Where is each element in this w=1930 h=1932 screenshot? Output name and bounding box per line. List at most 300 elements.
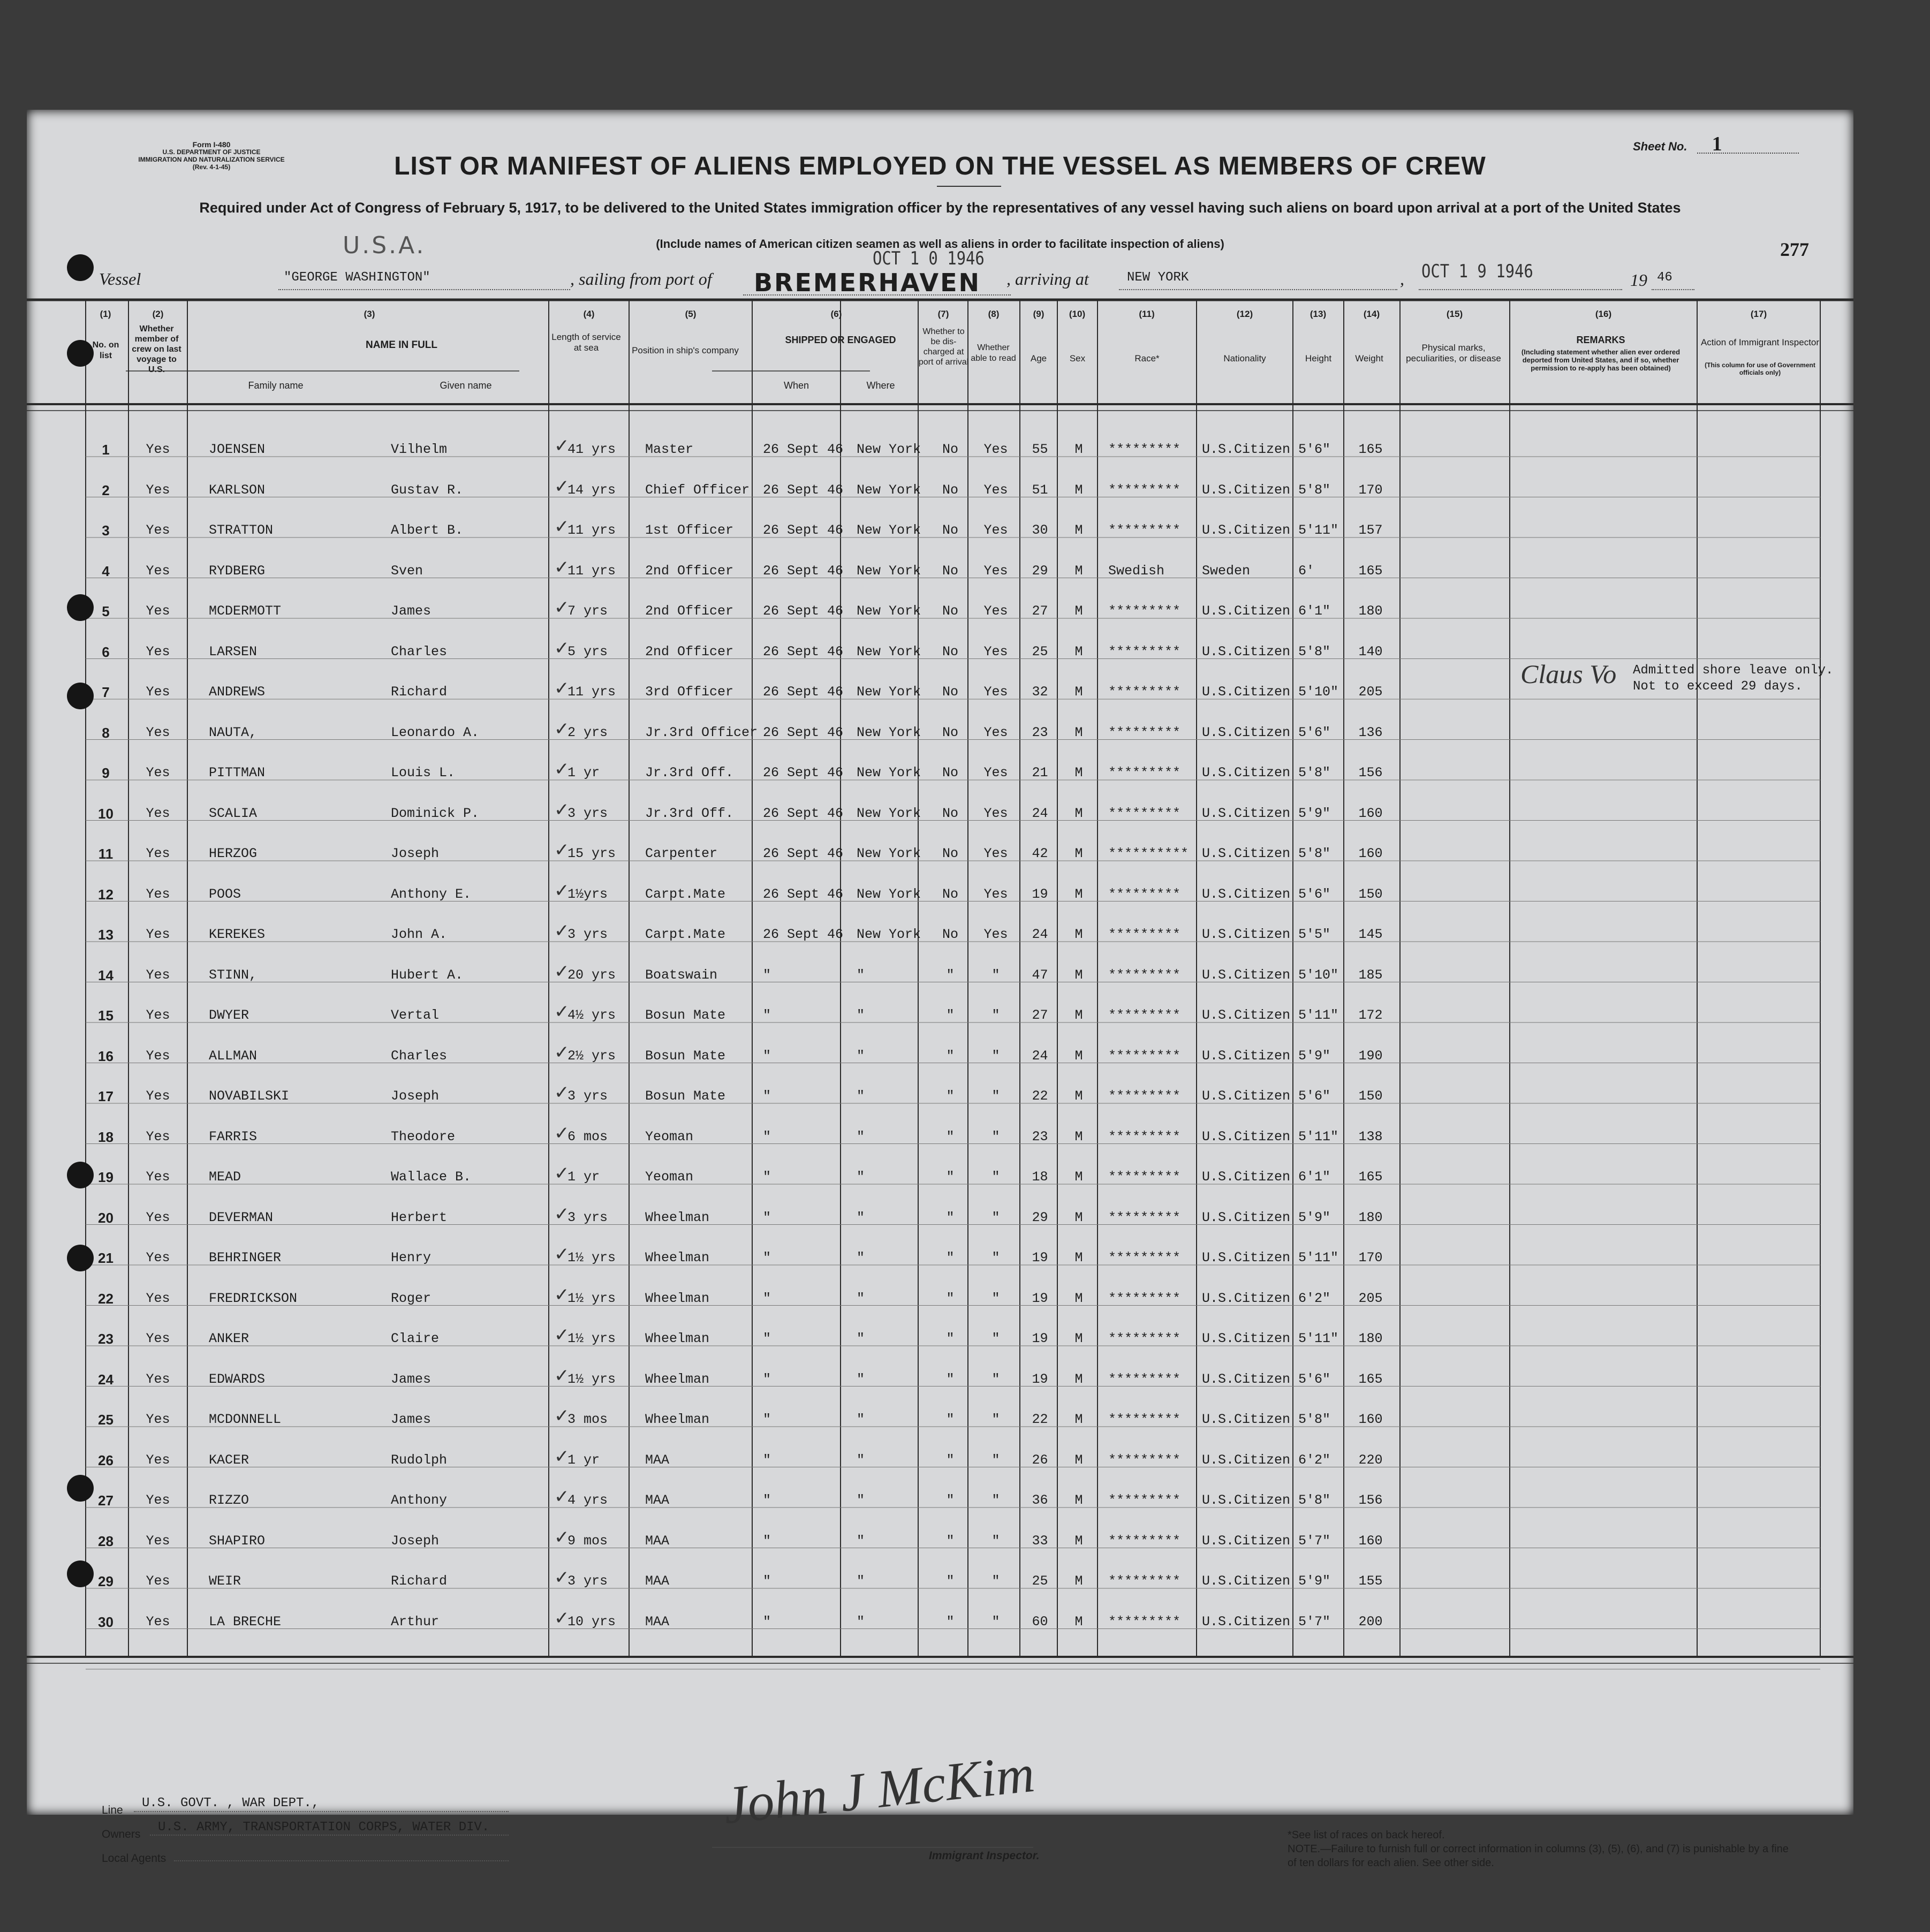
cell-where: " bbox=[857, 967, 865, 983]
cell-position: Carpt.Mate bbox=[645, 927, 726, 942]
column-number: (12) bbox=[1236, 309, 1253, 319]
cell-race: ********* bbox=[1108, 1452, 1181, 1468]
cell-race: ********* bbox=[1108, 1492, 1181, 1508]
cell-age: 19 bbox=[1032, 1371, 1048, 1387]
column-number: (14) bbox=[1363, 309, 1380, 319]
usa-mark: U.S.A. bbox=[343, 232, 426, 259]
header-when: When bbox=[783, 380, 809, 391]
cell-length: 1½ yrs bbox=[567, 1290, 616, 1306]
year-prefix: 19 bbox=[1630, 270, 1647, 290]
cell-when: " bbox=[763, 1048, 771, 1064]
cell-given: Richard bbox=[391, 684, 448, 700]
cell-crew: Yes bbox=[146, 1048, 170, 1064]
cell-length: 7 yrs bbox=[567, 603, 608, 619]
cell-height: 5'8" bbox=[1298, 846, 1331, 861]
cell-nat: U.S.Citizen bbox=[1202, 482, 1291, 498]
cell-when: " bbox=[763, 1250, 771, 1266]
cell-age: 29 bbox=[1032, 1209, 1048, 1225]
form-service: IMMIGRATION AND NATURALIZATION SERVICE bbox=[138, 156, 285, 163]
cell-no: 4 bbox=[102, 563, 110, 579]
cell-nat: U.S.Citizen bbox=[1202, 1573, 1291, 1589]
cell-weight: 150 bbox=[1358, 1088, 1383, 1104]
cell-disch: No bbox=[942, 442, 958, 457]
cell-when: " bbox=[763, 1533, 771, 1549]
cell-family: EDWARDS bbox=[209, 1371, 266, 1387]
cell-family: NOVABILSKI bbox=[209, 1088, 290, 1104]
cell-given: Arthur bbox=[391, 1613, 440, 1630]
cell-age: 42 bbox=[1032, 846, 1048, 861]
cell-crew: Yes bbox=[146, 724, 170, 740]
cell-weight: 180 bbox=[1358, 1209, 1383, 1225]
cell-where: " bbox=[857, 1371, 865, 1387]
cell-sex: M bbox=[1074, 805, 1083, 821]
cell-position: 2nd Officer bbox=[645, 563, 734, 579]
cell-disch: " bbox=[946, 967, 955, 983]
cell-position: MAA bbox=[645, 1613, 670, 1630]
cell-sex: M bbox=[1074, 522, 1083, 538]
cell-race: ********* bbox=[1108, 967, 1181, 983]
cell-length: 1½ yrs bbox=[567, 1250, 616, 1266]
cell-read: Yes bbox=[983, 724, 1008, 740]
cell-position: Bosun Mate bbox=[645, 1007, 726, 1023]
cell-where: New York bbox=[857, 765, 921, 781]
cell-read: " bbox=[992, 1088, 1000, 1104]
cell-disch: " bbox=[946, 1331, 955, 1346]
cell-sex: M bbox=[1074, 1048, 1083, 1064]
check-mark-icon: ✓ bbox=[554, 1567, 570, 1588]
cell-position: Wheelman bbox=[645, 1371, 710, 1387]
cell-where: " bbox=[857, 1209, 865, 1225]
cell-age: 18 bbox=[1032, 1169, 1048, 1185]
cell-where: New York bbox=[857, 886, 921, 902]
cell-height: 5'11" bbox=[1298, 1128, 1339, 1145]
cell-no: 6 bbox=[102, 643, 110, 660]
remark-text bbox=[1633, 663, 1833, 695]
check-mark-icon: ✓ bbox=[554, 1405, 570, 1427]
cell-weight: 205 bbox=[1358, 684, 1383, 700]
binder-hole bbox=[67, 1245, 94, 1271]
cell-crew: Yes bbox=[146, 522, 170, 538]
inspector-label: Immigrant Inspector. bbox=[929, 1850, 1040, 1862]
cell-race: ********* bbox=[1108, 724, 1181, 740]
header-family-name: Family name bbox=[248, 380, 304, 391]
cell-weight: 160 bbox=[1358, 846, 1383, 861]
cell-nat: U.S.Citizen bbox=[1202, 1613, 1291, 1630]
cell-crew: Yes bbox=[146, 1573, 170, 1589]
cell-position: Carpenter bbox=[645, 846, 718, 861]
cell-sex: M bbox=[1074, 1331, 1083, 1346]
cell-height: 5'8" bbox=[1298, 1412, 1331, 1427]
cell-disch: No bbox=[942, 724, 958, 740]
cell-crew: Yes bbox=[146, 643, 170, 660]
cell-race: ********* bbox=[1108, 765, 1181, 781]
cell-no: 26 bbox=[98, 1452, 113, 1468]
cell-sex: M bbox=[1074, 765, 1083, 781]
cell-weight: 170 bbox=[1358, 1250, 1383, 1266]
cell-read: Yes bbox=[983, 684, 1008, 700]
cell-crew: Yes bbox=[146, 1533, 170, 1549]
cell-age: 24 bbox=[1032, 927, 1048, 942]
cell-position: 2nd Officer bbox=[645, 643, 734, 660]
year-underline bbox=[1652, 289, 1694, 290]
cell-race: ********* bbox=[1108, 684, 1181, 700]
cell-race: ********* bbox=[1108, 1573, 1181, 1589]
cell-when: " bbox=[763, 1613, 771, 1630]
cell-age: 21 bbox=[1032, 765, 1048, 781]
cell-disch: " bbox=[946, 1169, 955, 1185]
check-mark-icon: ✓ bbox=[554, 1445, 570, 1467]
cell-where: " bbox=[857, 1250, 865, 1266]
cell-sex: M bbox=[1074, 1209, 1083, 1225]
cell-nat: U.S.Citizen bbox=[1202, 724, 1291, 740]
column-number: (8) bbox=[988, 309, 1000, 319]
cell-read: Yes bbox=[983, 482, 1008, 498]
cell-position: 2nd Officer bbox=[645, 603, 734, 619]
cell-family: KARLSON bbox=[209, 482, 266, 498]
cell-age: 19 bbox=[1032, 1250, 1048, 1266]
cell-race: ********* bbox=[1108, 1048, 1181, 1064]
cell-age: 25 bbox=[1032, 1573, 1048, 1589]
cell-age: 22 bbox=[1032, 1412, 1048, 1427]
cell-length: 11 yrs bbox=[567, 684, 616, 700]
cell-no: 11 bbox=[98, 846, 113, 862]
cell-read: " bbox=[992, 1573, 1000, 1589]
cell-age: 25 bbox=[1032, 643, 1048, 660]
sailing-port: BREMERHAVEN bbox=[754, 268, 981, 297]
cell-when: 26 Sept 46 bbox=[763, 442, 844, 457]
cell-disch: No bbox=[942, 684, 958, 700]
cell-crew: Yes bbox=[146, 927, 170, 942]
cell-read: Yes bbox=[983, 886, 1008, 902]
cell-weight: 185 bbox=[1358, 967, 1383, 983]
cell-no: 28 bbox=[98, 1533, 113, 1549]
cell-family: ANKER bbox=[209, 1331, 249, 1346]
port-underline bbox=[743, 294, 1011, 296]
cell-family: DWYER bbox=[209, 1007, 249, 1023]
cell-no: 29 bbox=[98, 1573, 113, 1589]
cell-crew: Yes bbox=[146, 442, 170, 457]
cell-disch: " bbox=[946, 1209, 955, 1225]
cell-crew: Yes bbox=[146, 1128, 170, 1145]
cell-given: Joseph bbox=[391, 1088, 440, 1104]
cell-race: ********* bbox=[1108, 1209, 1181, 1225]
title-rule bbox=[937, 186, 1001, 187]
cell-when: " bbox=[763, 1007, 771, 1023]
binder-hole bbox=[67, 1475, 94, 1502]
cell-read: " bbox=[992, 1452, 1000, 1468]
cell-read: Yes bbox=[983, 846, 1008, 861]
sailing-label: , sailing from port of bbox=[570, 269, 712, 289]
page-number: 277 bbox=[1780, 239, 1809, 260]
cell-sex: M bbox=[1074, 927, 1083, 942]
cell-height: 5'9" bbox=[1298, 805, 1331, 821]
cell-race: ********* bbox=[1108, 886, 1181, 902]
cell-sex: M bbox=[1074, 1533, 1083, 1549]
cell-no: 18 bbox=[98, 1128, 113, 1145]
cell-disch: No bbox=[942, 522, 958, 538]
cell-length: 6 mos bbox=[567, 1128, 608, 1145]
cell-family: RYDBERG bbox=[209, 563, 266, 579]
cell-position: Wheelman bbox=[645, 1209, 710, 1225]
cell-crew: Yes bbox=[146, 1290, 170, 1306]
cell-age: 27 bbox=[1032, 603, 1048, 619]
cell-position: MAA bbox=[645, 1492, 670, 1508]
header-where: Where bbox=[866, 380, 895, 391]
cell-read: " bbox=[992, 1331, 1000, 1346]
cell-family: LARSEN bbox=[209, 643, 258, 660]
cell-sex: M bbox=[1074, 886, 1083, 902]
cell-sex: M bbox=[1074, 1573, 1083, 1589]
cell-when: " bbox=[763, 1331, 771, 1346]
cell-age: 22 bbox=[1032, 1088, 1048, 1104]
cell-sex: M bbox=[1074, 1007, 1083, 1023]
check-mark-icon: ✓ bbox=[554, 1203, 570, 1225]
cell-race: ********* bbox=[1108, 1371, 1181, 1387]
check-mark-icon: ✓ bbox=[554, 1324, 570, 1346]
cell-crew: Yes bbox=[146, 1412, 170, 1427]
check-mark-icon: ✓ bbox=[554, 597, 570, 618]
cell-weight: 165 bbox=[1358, 1169, 1383, 1185]
cell-race: ********* bbox=[1108, 442, 1181, 457]
cell-length: 9 mos bbox=[567, 1533, 608, 1549]
cell-race: ********* bbox=[1108, 1007, 1181, 1023]
cell-crew: Yes bbox=[146, 1613, 170, 1630]
cell-race: ********* bbox=[1108, 805, 1181, 821]
cell-read: Yes bbox=[983, 442, 1008, 457]
cell-race: ********* bbox=[1108, 1169, 1181, 1185]
cell-given: Vertal bbox=[391, 1007, 440, 1023]
cell-where: " bbox=[857, 1492, 865, 1508]
cell-when: 26 Sept 46 bbox=[763, 643, 844, 660]
cell-where: " bbox=[857, 1613, 865, 1630]
cell-crew: Yes bbox=[146, 1331, 170, 1346]
check-mark-icon: ✓ bbox=[554, 516, 570, 537]
header-weight: Weight bbox=[1355, 353, 1383, 363]
cell-position: Boatswain bbox=[645, 967, 718, 983]
cell-disch: " bbox=[946, 1573, 955, 1589]
cell-length: 1½ yrs bbox=[567, 1371, 616, 1387]
cell-given: John A. bbox=[391, 927, 448, 942]
cell-disch: No bbox=[942, 927, 958, 942]
cell-race: ********* bbox=[1108, 1250, 1181, 1266]
check-mark-icon: ✓ bbox=[554, 1001, 570, 1022]
cell-given: Gustav R. bbox=[391, 482, 464, 498]
cell-weight: 180 bbox=[1358, 603, 1383, 619]
cell-where: New York bbox=[857, 442, 921, 457]
cell-where: " bbox=[857, 1573, 865, 1589]
cell-sex: M bbox=[1074, 1371, 1083, 1387]
sheet-number-value: 1 bbox=[1712, 133, 1722, 155]
column-number: (17) bbox=[1750, 309, 1767, 319]
page-subnote: (Include names of American citizen seamen as well as aliens in order to facilitate inspection of aliens) bbox=[656, 237, 1224, 251]
cell-weight: 138 bbox=[1358, 1128, 1383, 1145]
cell-race: ********* bbox=[1108, 1128, 1181, 1145]
cell-nat: U.S.Citizen bbox=[1202, 1048, 1291, 1064]
cell-read: Yes bbox=[983, 765, 1008, 781]
cell-where: " bbox=[857, 1533, 865, 1549]
check-mark-icon: ✓ bbox=[554, 759, 570, 780]
footer-note bbox=[1288, 1828, 1796, 1870]
cell-age: 19 bbox=[1032, 886, 1048, 902]
cell-position: Wheelman bbox=[645, 1250, 710, 1266]
cell-length: 4 yrs bbox=[567, 1492, 608, 1508]
cell-nat: U.S.Citizen bbox=[1202, 1452, 1291, 1468]
check-mark-icon: ✓ bbox=[554, 556, 570, 578]
column-number: (1) bbox=[100, 309, 111, 319]
header-discharged: Whether to be dis-charged at port of arrival bbox=[918, 327, 969, 367]
cell-given: Hubert A. bbox=[391, 967, 464, 983]
cell-nat: U.S.Citizen bbox=[1202, 1250, 1291, 1266]
cell-where: New York bbox=[857, 927, 921, 942]
cell-age: 33 bbox=[1032, 1533, 1048, 1549]
header-height: Height bbox=[1305, 353, 1332, 363]
cell-position: Chief Officer bbox=[645, 482, 750, 498]
cell-race: ********* bbox=[1108, 1613, 1181, 1630]
cell-race: ********* bbox=[1108, 1412, 1181, 1427]
cell-position: 3rd Officer bbox=[645, 684, 734, 700]
cell-height: 5'11" bbox=[1298, 1331, 1339, 1346]
comma: , bbox=[1400, 269, 1404, 289]
cell-race: ********* bbox=[1108, 643, 1181, 660]
form-number: Form I-480 bbox=[192, 140, 231, 149]
check-mark-icon: ✓ bbox=[554, 475, 570, 497]
cell-no: 19 bbox=[98, 1169, 113, 1185]
cell-when: " bbox=[763, 1412, 771, 1427]
cell-length: 11 yrs bbox=[567, 522, 616, 538]
check-mark-icon: ✓ bbox=[554, 1163, 570, 1184]
cell-age: 24 bbox=[1032, 1048, 1048, 1064]
cell-read: " bbox=[992, 1412, 1000, 1427]
cell-weight: 165 bbox=[1358, 563, 1383, 579]
cell-position: MAA bbox=[645, 1452, 670, 1468]
cell-weight: 165 bbox=[1358, 1371, 1383, 1387]
cell-family: FREDRICKSON bbox=[209, 1290, 298, 1306]
cell-no: 8 bbox=[102, 724, 110, 741]
header-nationality: Nationality bbox=[1223, 353, 1266, 363]
cell-given: Leonardo A. bbox=[391, 724, 480, 740]
cell-weight: 170 bbox=[1358, 482, 1383, 498]
cell-no: 14 bbox=[98, 967, 113, 983]
cell-length: 14 yrs bbox=[567, 482, 616, 498]
cell-no: 22 bbox=[98, 1290, 113, 1307]
cell-position: Jr.3rd Officer bbox=[645, 724, 758, 740]
cell-weight: 145 bbox=[1358, 927, 1383, 942]
cell-crew: Yes bbox=[146, 482, 170, 498]
cell-where: New York bbox=[857, 522, 921, 538]
cell-nat: U.S.Citizen bbox=[1202, 1412, 1291, 1427]
cell-read: " bbox=[992, 1209, 1000, 1225]
cell-where: New York bbox=[857, 603, 921, 619]
cell-position: Master bbox=[645, 442, 694, 457]
date-underline bbox=[1419, 289, 1622, 290]
cell-read: " bbox=[992, 1492, 1000, 1508]
cell-length: 15 yrs bbox=[567, 846, 616, 861]
cell-height: 6'1" bbox=[1298, 1169, 1331, 1185]
cell-crew: Yes bbox=[146, 1088, 170, 1104]
cell-read: Yes bbox=[983, 522, 1008, 538]
cell-disch: No bbox=[942, 482, 958, 498]
cell-no: 20 bbox=[98, 1209, 113, 1226]
binder-hole bbox=[67, 340, 94, 367]
line-label: Line bbox=[102, 1804, 123, 1816]
cell-family: SCALIA bbox=[209, 805, 258, 821]
cell-read: " bbox=[992, 1290, 1000, 1306]
cell-where: New York bbox=[857, 724, 921, 740]
cell-length: 1½yrs bbox=[567, 886, 608, 902]
cell-crew: Yes bbox=[146, 846, 170, 861]
cell-disch: " bbox=[946, 1492, 955, 1508]
cell-when: " bbox=[763, 1371, 771, 1387]
cell-when: " bbox=[763, 1209, 771, 1225]
cell-sex: M bbox=[1074, 1088, 1083, 1104]
column-number: (4) bbox=[583, 309, 595, 319]
check-mark-icon: ✓ bbox=[554, 1122, 570, 1144]
cell-given: James bbox=[391, 1371, 432, 1387]
check-mark-icon: ✓ bbox=[554, 718, 570, 740]
header-remarks-sub: (Including statement whether alien ever ordered deported from United States, and if so, whether permission to re-apply has been obtained) bbox=[1521, 348, 1681, 372]
agents-label: Local Agents bbox=[102, 1852, 166, 1865]
cell-no: 25 bbox=[98, 1412, 113, 1428]
cell-family: MCDERMOTT bbox=[209, 603, 282, 619]
arrival-date-stamp: OCT 1 9 1946 bbox=[1421, 261, 1533, 282]
cell-height: 5'11" bbox=[1298, 1250, 1339, 1266]
check-mark-icon: ✓ bbox=[554, 960, 570, 982]
sailing-date-stamp: OCT 1 0 1946 bbox=[873, 248, 985, 269]
cell-height: 5'11" bbox=[1298, 1007, 1339, 1023]
header-sex: Sex bbox=[1069, 353, 1086, 363]
column-number: (5) bbox=[685, 309, 697, 319]
cell-given: Charles bbox=[391, 1048, 448, 1064]
check-mark-icon: ✓ bbox=[554, 880, 570, 901]
cell-family: BEHRINGER bbox=[209, 1250, 282, 1266]
cell-read: " bbox=[992, 1371, 1000, 1387]
cell-length: 3 yrs bbox=[567, 1088, 608, 1104]
cell-no: 17 bbox=[98, 1088, 113, 1104]
cell-no: 30 bbox=[98, 1613, 113, 1630]
cell-height: 5'7" bbox=[1298, 1613, 1331, 1630]
cell-nat: U.S.Citizen bbox=[1202, 1492, 1291, 1508]
cell-family: WEIR bbox=[209, 1573, 241, 1589]
cell-family: LA BRECHE bbox=[209, 1613, 282, 1630]
cell-disch: No bbox=[942, 886, 958, 902]
cell-nat: U.S.Citizen bbox=[1202, 1371, 1291, 1387]
cell-family: NAUTA, bbox=[209, 724, 258, 740]
cell-nat: U.S.Citizen bbox=[1202, 1128, 1291, 1145]
cell-where: " bbox=[857, 1007, 865, 1023]
cell-length: 20 yrs bbox=[567, 967, 616, 983]
cell-nat: U.S.Citizen bbox=[1202, 603, 1291, 619]
cell-position: MAA bbox=[645, 1533, 670, 1549]
cell-no: 10 bbox=[98, 805, 113, 822]
cell-where: New York bbox=[857, 684, 921, 700]
cell-nat: U.S.Citizen bbox=[1202, 522, 1291, 538]
cell-read: " bbox=[992, 1169, 1000, 1185]
cell-read: " bbox=[992, 967, 1000, 983]
arriving-underline bbox=[1119, 289, 1397, 290]
cell-family: KACER bbox=[209, 1452, 249, 1468]
cell-no: 1 bbox=[102, 442, 110, 458]
cell-where: New York bbox=[857, 643, 921, 660]
cell-race: Swedish bbox=[1108, 563, 1165, 579]
cell-given: Theodore bbox=[391, 1128, 456, 1145]
check-mark-icon: ✓ bbox=[554, 1526, 570, 1548]
page-title: LIST OR MANIFEST OF ALIENS EMPLOYED ON THE VESSEL AS MEMBERS OF CREW bbox=[394, 152, 1486, 180]
cell-family: MCDONNELL bbox=[209, 1412, 282, 1427]
cell-length: 1 yr bbox=[567, 1169, 600, 1185]
header-race: Race* bbox=[1134, 353, 1160, 363]
cell-no: 3 bbox=[102, 522, 110, 539]
cell-nat: U.S.Citizen bbox=[1202, 1088, 1291, 1104]
